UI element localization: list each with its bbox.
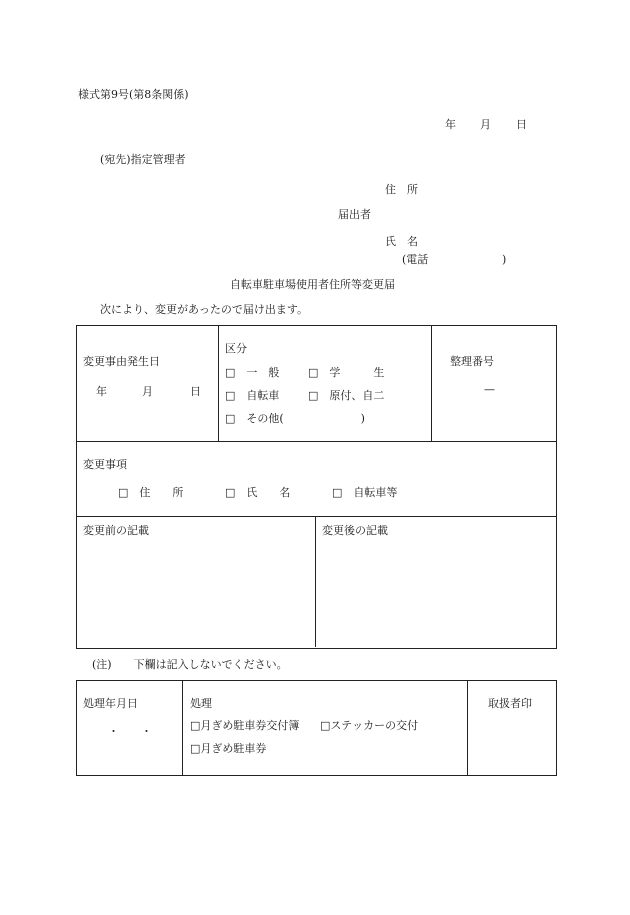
name-label: 氏 名 — [385, 235, 418, 248]
before-change-label: 変更前の記載 — [83, 524, 149, 537]
date-month-label: 月 — [480, 118, 491, 131]
opt-monthly-ledger-checkbox[interactable]: □月ぎめ駐車券交付簿 — [190, 719, 300, 732]
opt-monthly-ticket-checkbox[interactable]: □月ぎめ駐車券 — [190, 742, 267, 755]
form-title: 自転車駐車場使用者住所等変更届 — [230, 278, 395, 291]
category-label: 区分 — [225, 342, 247, 355]
change-address-checkbox[interactable]: □ 住 所 — [118, 486, 184, 499]
occurrence-year-label: 年 — [96, 385, 107, 398]
occurrence-date-label: 変更事由発生日 — [83, 355, 160, 368]
change-bicycle-checkbox[interactable]: □ 自転車等 — [332, 486, 398, 499]
processing-date-label: 処理年月日 — [83, 697, 138, 710]
change-name-checkbox[interactable]: □ 氏 名 — [225, 486, 291, 499]
applicant-label: 届出者 — [338, 208, 371, 221]
occurrence-month-label: 月 — [142, 385, 153, 398]
form-number: 様式第9号(第8条関係) — [78, 88, 189, 101]
intro-text: 次により、変更があったので届け出ます。 — [100, 303, 309, 316]
change-items-label: 変更事項 — [83, 458, 127, 471]
phone-open: (電話 — [402, 253, 429, 266]
category-other-checkbox[interactable]: □ その他( ) — [225, 412, 365, 425]
phone-close: ) — [502, 253, 507, 266]
opt-sticker-checkbox[interactable]: □ステッカーの交付 — [320, 719, 419, 732]
date-day-label: 日 — [516, 118, 527, 131]
addressee: (宛先)指定管理者 — [100, 153, 186, 166]
category-moped-checkbox[interactable]: □ 原付、自二 — [308, 389, 385, 402]
occurrence-day-label: 日 — [190, 385, 201, 398]
date-year-label: 年 — [445, 118, 456, 131]
handler-seal-label: 取扱者印 — [488, 697, 532, 710]
after-change-label: 変更後の記載 — [322, 524, 388, 537]
category-student-checkbox[interactable]: □ 学 生 — [308, 366, 385, 379]
category-general-checkbox[interactable]: □ 一 般 — [225, 366, 280, 379]
category-bicycle-checkbox[interactable]: □ 自転車 — [225, 389, 280, 402]
processing-label: 処理 — [190, 697, 212, 710]
processing-date-dots: ・ ・ — [108, 725, 152, 738]
address-label: 住 所 — [385, 183, 418, 196]
reference-number-label: 整理番号 — [450, 355, 494, 368]
note-text: (注) 下欄は記入しないでください。 — [92, 658, 288, 671]
reference-number-dash: — — [484, 383, 495, 396]
